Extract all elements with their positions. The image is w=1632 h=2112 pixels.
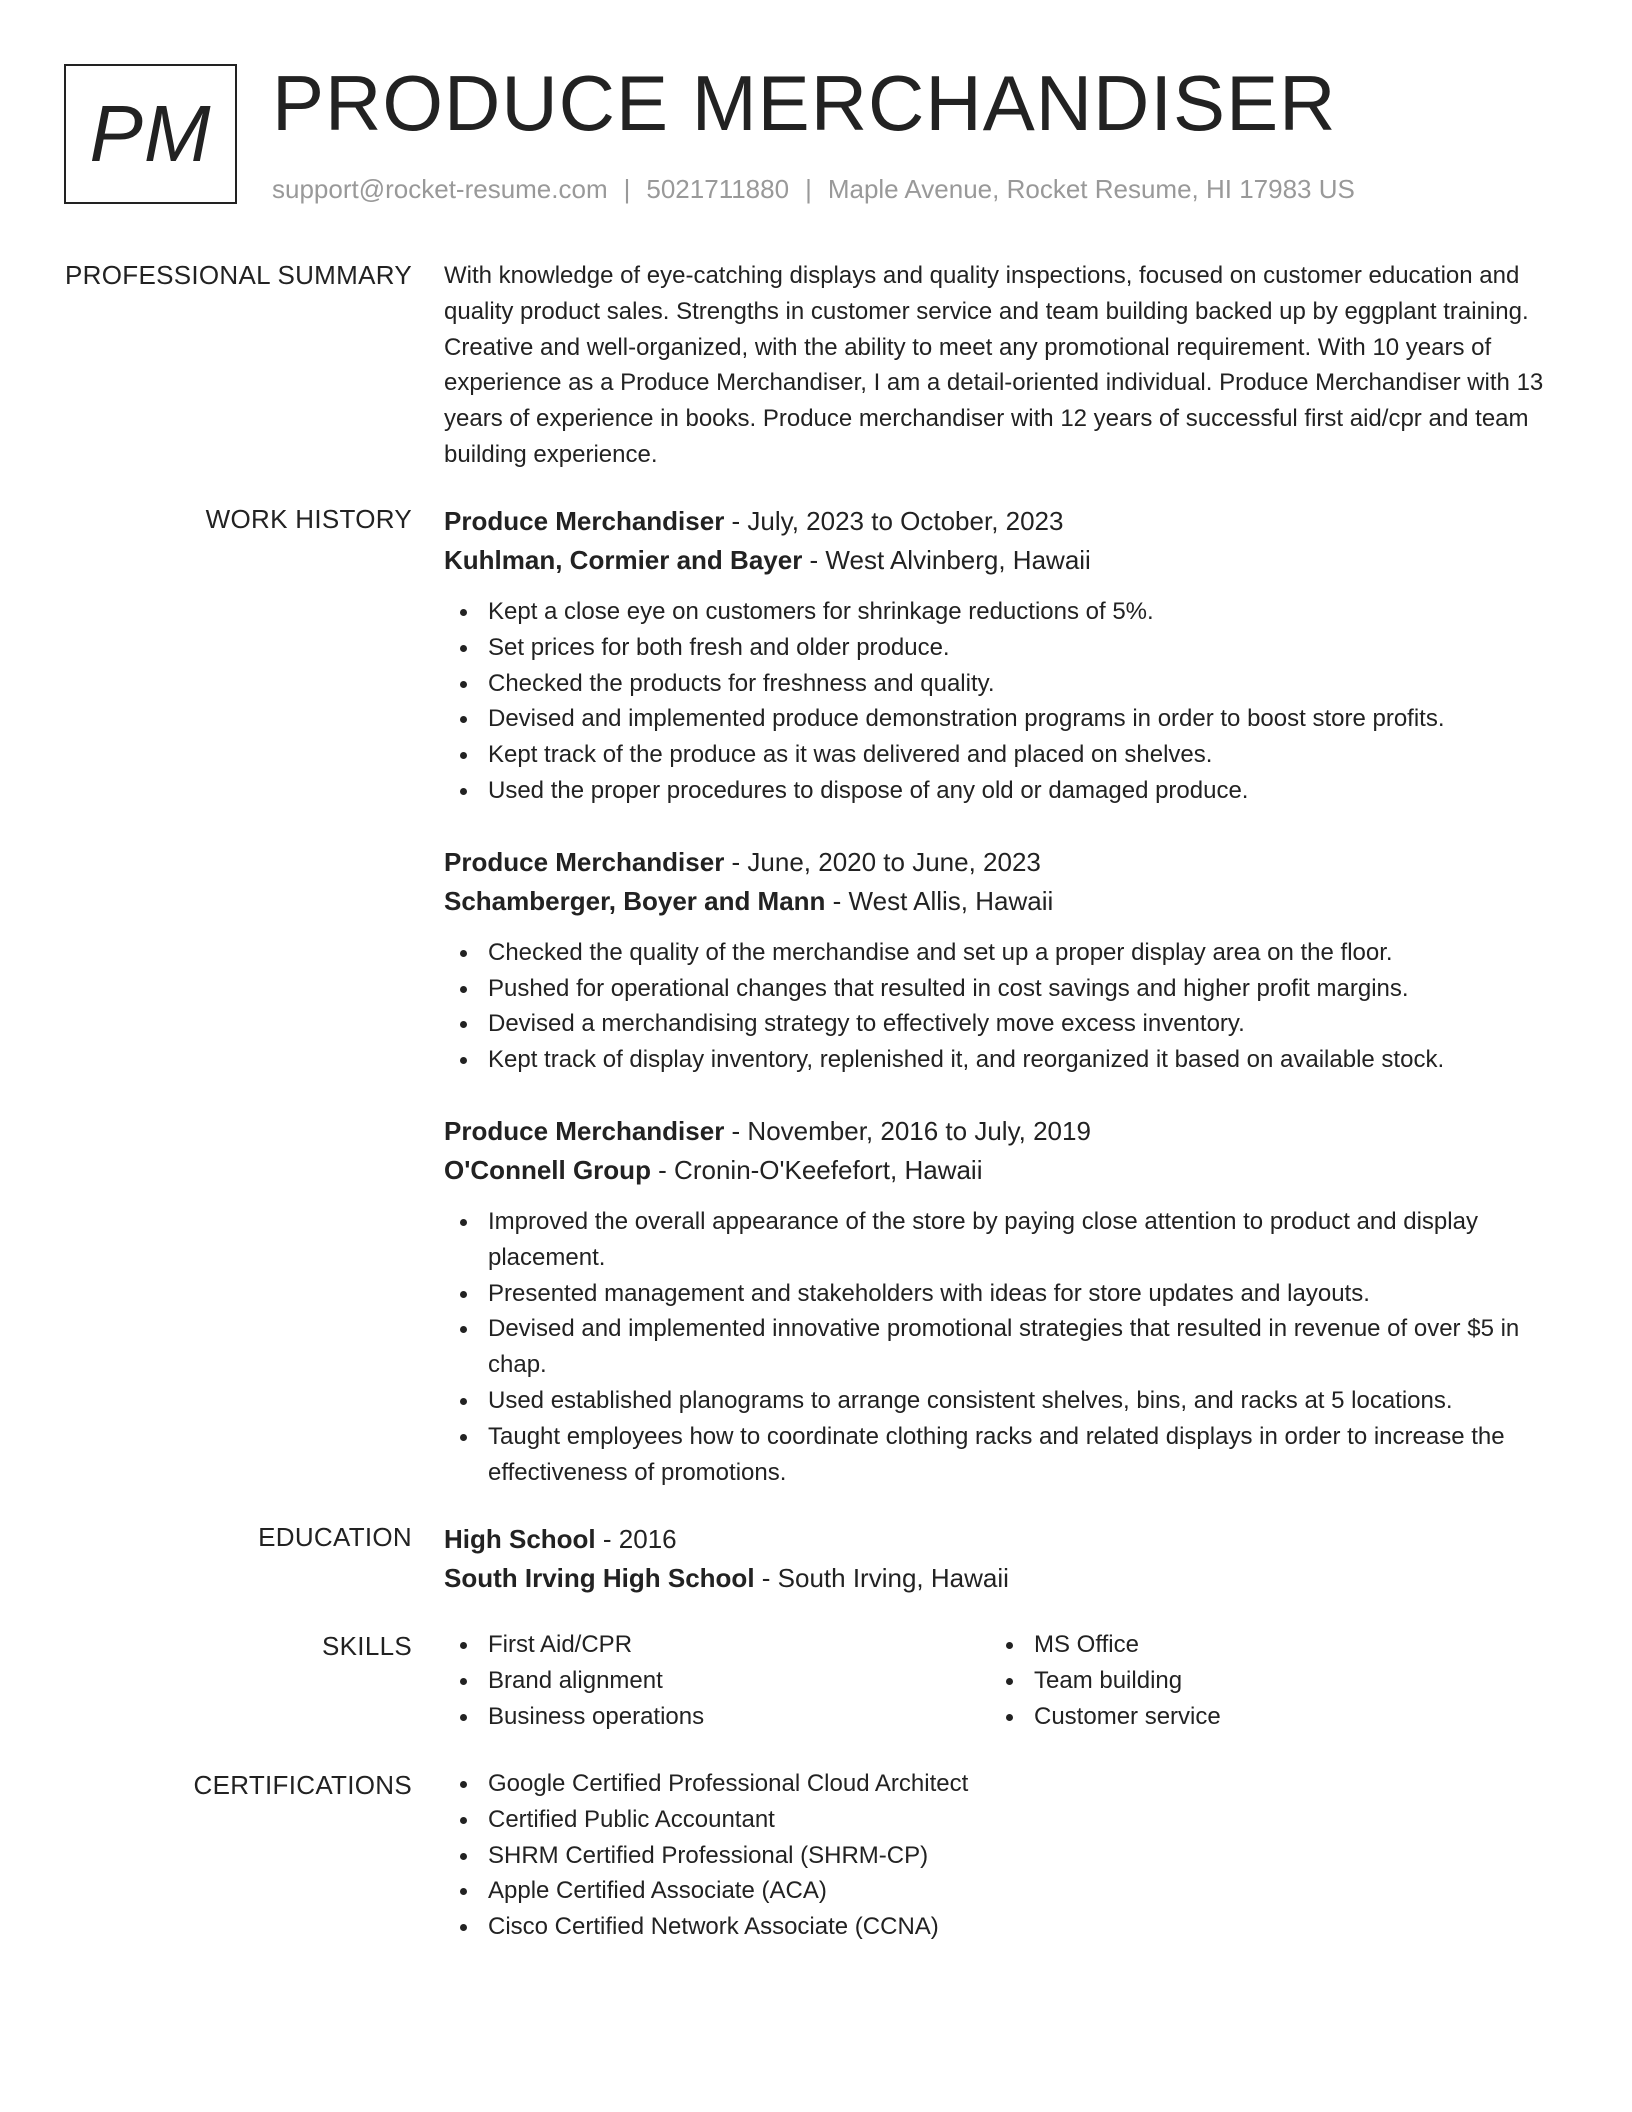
skills-body	[444, 1627, 1556, 1734]
job-bullet: Used established planograms to arrange consistent shelves, bins, and racks at 5 locations.	[488, 1383, 1556, 1419]
job-entry	[444, 843, 1556, 1078]
education-year: - 2016	[595, 1524, 677, 1554]
summary-body	[444, 258, 1556, 473]
job-bullet: Used the proper procedures to dispose of any old or damaged produce.	[488, 773, 1556, 809]
certification-item: Google Certified Professional Cloud Architect	[488, 1766, 1556, 1802]
job-company: Schamberger, Boyer and Mann	[444, 885, 826, 916]
section-label-education: EDUCATION	[258, 1522, 412, 1552]
skill-item: Team building	[1034, 1663, 1536, 1699]
section-label-summary: PROFESSIONAL SUMMARY	[65, 260, 412, 290]
certification-item: Cisco Certified Network Associate (CCNA)	[488, 1909, 1556, 1945]
monogram-box	[64, 64, 237, 204]
job-bullet: Improved the overall appearance of the store by paying close attention to product and display placement.	[488, 1204, 1556, 1276]
job-company: O'Connell Group	[444, 1154, 651, 1185]
education-school-line	[444, 1559, 1556, 1598]
job-bullet: Kept track of the produce as it was delivered and placed on shelves.	[488, 737, 1556, 773]
contact-separator: |	[623, 174, 631, 204]
job-bullets	[444, 1204, 1556, 1490]
work-history-body	[444, 502, 1556, 1524]
job-company-line	[444, 541, 1556, 580]
certifications-body	[444, 1766, 1556, 1945]
job-bullet: Devised and implemented produce demonstration programs in order to boost store profits.	[488, 701, 1556, 737]
job-bullet: Checked the products for freshness and quality.	[488, 666, 1556, 702]
job-title-line	[444, 843, 1556, 882]
certification-item: Certified Public Accountant	[488, 1802, 1556, 1838]
job-bullet: Presented management and stakeholders with ideas for store updates and layouts.	[488, 1276, 1556, 1312]
education-location: - South Irving, Hawaii	[754, 1563, 1009, 1593]
job-bullet: Taught employees how to coordinate clothing racks and related displays in order to increase the effectiveness of promotions.	[488, 1419, 1556, 1491]
job-title-line	[444, 502, 1556, 541]
education-degree: High School	[444, 1524, 596, 1554]
job-entry	[444, 502, 1556, 809]
job-bullet: Kept track of display inventory, replenished it, and reorganized it based on available stock.	[488, 1042, 1556, 1078]
summary-text: With knowledge of eye-catching displays and quality inspections, focused on customer education and quality product sales. Strengths in customer service and team building backed up by eggplant training. Creative and well-organized, with the ability to meet any promotional requirement. With 10 years of experience as a Produce Merchandiser, I am a detail-oriented individual. Produce Merchandiser with 13 years of experience in books. Produce merchandiser with 12 years of successful first aid/cpr and team building experience.	[444, 262, 1544, 468]
education-body	[444, 1520, 1556, 1598]
section-label-work-history: WORK HISTORY	[205, 504, 412, 534]
certification-item: Apple Certified Associate (ACA)	[488, 1873, 1556, 1909]
contact-address: Maple Avenue, Rocket Resume, HI 17983 US	[827, 174, 1355, 204]
job-dates: - July, 2023 to October, 2023	[724, 506, 1064, 536]
job-bullets	[444, 935, 1556, 1078]
job-location: - West Allis, Hawaii	[825, 885, 1054, 916]
skill-item: Business operations	[488, 1699, 990, 1735]
job-entry	[444, 1112, 1556, 1490]
job-title-line	[444, 1112, 1556, 1151]
job-company-line	[444, 882, 1556, 921]
resume-name: PRODUCE MERCHANDISER	[272, 59, 1337, 147]
job-bullet: Set prices for both fresh and older produce.	[488, 630, 1556, 666]
job-bullet: Checked the quality of the merchandise and set up a proper display area on the floor.	[488, 935, 1556, 971]
skill-item: Customer service	[1034, 1699, 1536, 1735]
job-bullet: Devised a merchandising strategy to effectively move excess inventory.	[488, 1006, 1556, 1042]
skills-grid	[444, 1627, 1556, 1734]
job-bullet: Kept a close eye on customers for shrinkage reductions of 5%.	[488, 594, 1556, 630]
education-school: South Irving High School	[444, 1563, 755, 1593]
contact-separator: |	[805, 174, 812, 204]
job-location: - West Alvinberg, Hawaii	[802, 545, 1091, 575]
contact-phone[interactable]: 5021711880	[646, 174, 790, 204]
job-title: Produce Merchandiser	[444, 506, 725, 536]
job-location: - Cronin-O'Keefefort, Hawaii	[650, 1154, 983, 1185]
job-bullet: Devised and implemented innovative promotional strategies that resulted in revenue of over $5 in chap.	[488, 1311, 1556, 1383]
job-bullets	[444, 594, 1556, 809]
job-dates: - November, 2016 to July, 2019	[724, 1115, 1091, 1146]
job-dates: - June, 2020 to June, 2023	[724, 846, 1041, 877]
skill-item: First Aid/CPR	[488, 1627, 990, 1663]
resume-header	[64, 59, 1564, 214]
job-company-line	[444, 1151, 1556, 1190]
education-degree-line	[444, 1520, 1556, 1559]
skills-list-right	[990, 1627, 1536, 1734]
job-company: Kuhlman, Cormier and Bayer	[444, 545, 803, 575]
skills-column-left	[444, 1627, 990, 1734]
contact-line	[272, 174, 1355, 205]
section-label-certifications: CERTIFICATIONS	[193, 1770, 412, 1800]
contact-email[interactable]: support@rocket-resume.com	[272, 174, 608, 204]
job-title: Produce Merchandiser	[444, 846, 725, 877]
skill-item: MS Office	[1034, 1627, 1536, 1663]
job-title: Produce Merchandiser	[444, 1115, 725, 1146]
skills-column-right	[990, 1627, 1536, 1734]
certification-item: SHRM Certified Professional (SHRM-CP)	[488, 1838, 1556, 1874]
skill-item: Brand alignment	[488, 1663, 990, 1699]
skills-list-left	[444, 1627, 990, 1734]
section-label-skills: SKILLS	[322, 1631, 412, 1661]
certifications-list	[444, 1766, 1556, 1945]
job-bullet: Pushed for operational changes that resulted in cost savings and higher profit margins.	[488, 971, 1556, 1007]
monogram-initials: PM	[89, 89, 212, 178]
